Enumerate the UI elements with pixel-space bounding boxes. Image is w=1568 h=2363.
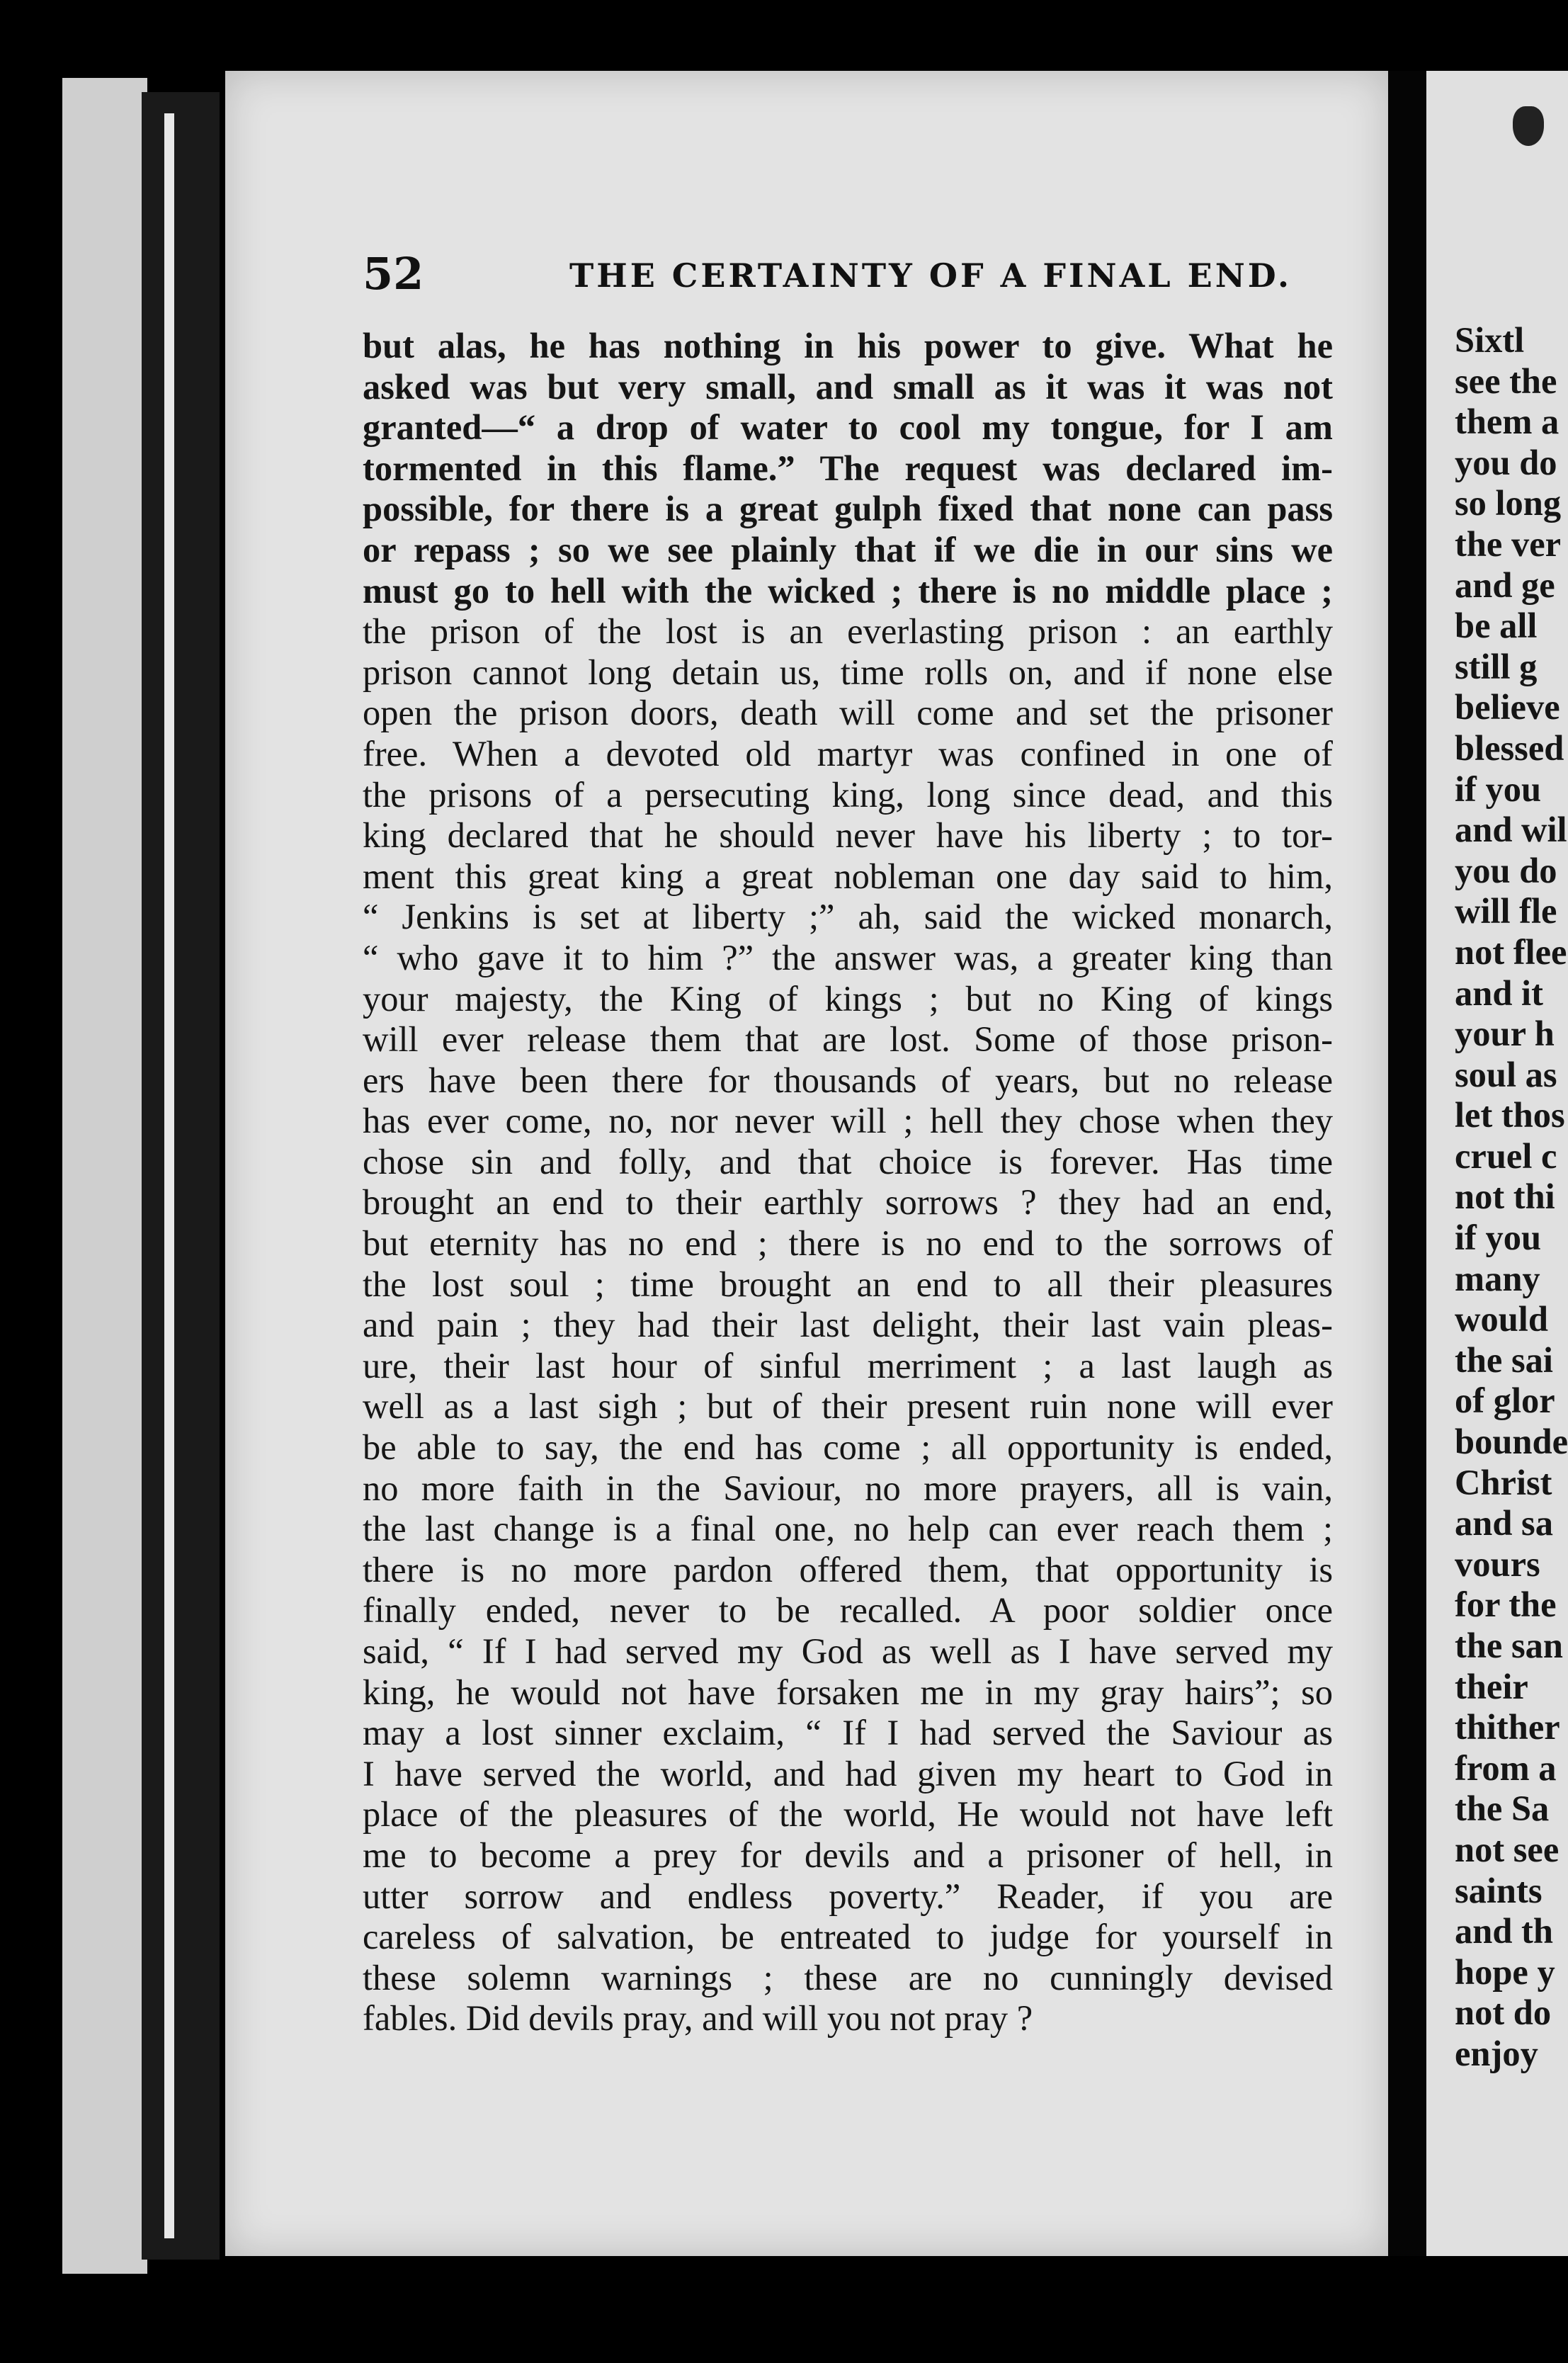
text-line: ment this great king a great nobleman one day said to him, — [363, 856, 1333, 896]
text-line: king declared that he should never have his liberty ; to tor- — [363, 815, 1333, 856]
facing-text-line: be all — [1455, 606, 1538, 646]
text-line: your majesty, the King of kings ; but no King of kings — [363, 978, 1333, 1019]
binding-edge — [62, 78, 147, 2274]
text-line: must go to hell with the wicked ; there is no middle place ; — [363, 570, 1333, 611]
facing-page — [1426, 71, 1568, 2256]
text-line: granted—“ a drop of water to cool my tongue, for I am — [363, 407, 1333, 448]
page-separator — [1388, 71, 1426, 2256]
text-line: or repass ; so we see plainly that if we die in our sins we — [363, 529, 1333, 570]
facing-text-line: will fle — [1455, 891, 1557, 931]
facing-text-line: if you — [1455, 1218, 1542, 1258]
page-number: 52 — [363, 248, 424, 300]
facing-text-line: you do — [1455, 850, 1557, 890]
text-line: prison cannot long detain us, time rolls on, and if none else — [363, 652, 1333, 692]
text-line: free. When a devoted old martyr was confined in one of — [363, 733, 1333, 774]
facing-text-line: still g — [1455, 646, 1538, 686]
facing-text-line: believe — [1455, 687, 1560, 727]
text-line: asked was but very small, and small as it was it was not — [363, 366, 1333, 407]
text-line: finally ended, never to be recalled. A poor soldier once — [363, 1590, 1333, 1631]
text-line: “ who gave it to him ?” the answer was, a greater king than — [363, 937, 1333, 978]
facing-text-line: not see — [1455, 1829, 1560, 1869]
facing-text-line: Christ — [1455, 1462, 1552, 1502]
book-page — [225, 71, 1388, 2256]
facing-text-line: and ge — [1455, 565, 1555, 605]
text-line: said, “ If I had served my God as well as I have served my — [363, 1631, 1333, 1671]
text-line: has ever come, no, nor never will ; hell they chose when they — [363, 1101, 1333, 1141]
facing-text-line: soul as — [1455, 1054, 1557, 1094]
facing-text-line: vours — [1455, 1543, 1540, 1584]
facing-text-line: blessed — [1455, 727, 1564, 768]
facing-text-line: you do — [1455, 442, 1557, 482]
facing-text-line: their — [1455, 1666, 1528, 1706]
text-line: ers have been there for thousands of years, but no release — [363, 1060, 1333, 1100]
facing-text-line: bounde — [1455, 1422, 1568, 1462]
text-line: but eternity has no end ; there is no end to the sorrows of — [363, 1223, 1333, 1264]
facing-text-line: if you — [1455, 769, 1542, 809]
facing-text-line: many — [1455, 1258, 1540, 1298]
facing-text-line: the Sa — [1455, 1789, 1550, 1829]
text-line: the last change is a final one, no help can ever reach them ; — [363, 1509, 1333, 1549]
text-line: may a lost sinner exclaim, “ If I had served the Saviour as — [363, 1713, 1333, 1753]
text-line: the lost soul ; time brought an end to all their pleasures — [363, 1264, 1333, 1304]
text-line: tormented in this flame.” The request was declared im- — [363, 448, 1333, 488]
facing-text-line: the san — [1455, 1626, 1563, 1665]
text-line: brought an end to their earthly sorrows ? they had an end, — [363, 1182, 1333, 1223]
text-line: fables. Did devils pray, and will you not pray ? — [363, 1998, 1033, 2039]
ornament-mark — [1513, 106, 1544, 146]
facing-text-line: and sa — [1455, 1503, 1553, 1543]
text-line: but alas, he has nothing in his power to give. What he — [363, 326, 1333, 366]
facing-text-line: hope y — [1455, 1951, 1555, 1992]
facing-text-line: thither — [1455, 1707, 1560, 1747]
text-line: “ Jenkins is set at liberty ;” ah, said the wicked monarch, — [363, 897, 1333, 937]
facing-page-text — [1455, 320, 1568, 2075]
text-line: open the prison doors, death will come and set the prisoner — [363, 693, 1333, 733]
facing-text-line: so long — [1455, 483, 1562, 523]
text-line: possible, for there is a great gulph fixed that none can pass — [363, 489, 1333, 529]
text-line: ure, their last hour of sinful merriment ; a last laugh as — [363, 1345, 1333, 1386]
facing-text-line: and it — [1455, 973, 1543, 1013]
text-line: place of the pleasures of the world, He would not have left — [363, 1794, 1333, 1835]
facing-text-line: the sai — [1455, 1339, 1553, 1380]
text-line: the prison of the lost is an everlasting prison : an earthly — [363, 611, 1333, 652]
text-line: chose sin and folly, and that choice is forever. Has time — [363, 1141, 1333, 1182]
text-line: and pain ; they had their last delight, their last vain pleas- — [363, 1305, 1333, 1345]
text-line: well as a last sigh ; but of their present ruin none will ever — [363, 1386, 1333, 1427]
facing-text-line: your h — [1455, 1014, 1555, 1054]
text-line: will ever release them that are lost. Some of those prison- — [363, 1019, 1333, 1060]
facing-text-line: from a — [1455, 1747, 1557, 1788]
facing-text-line: the ver — [1455, 523, 1562, 564]
facing-text-line: and wil — [1455, 810, 1567, 850]
facing-text-line: see the — [1455, 361, 1557, 401]
facing-text-line: cruel c — [1455, 1135, 1557, 1176]
text-line: these solemn warnings ; these are no cunningly devised — [363, 1957, 1333, 1998]
facing-text-line: not do — [1455, 1993, 1552, 2033]
facing-text-line: them a — [1455, 402, 1560, 442]
facing-text-line: of glor — [1455, 1381, 1555, 1421]
binding-highlight — [164, 113, 174, 2238]
facing-text-line: not thi — [1455, 1177, 1555, 1217]
facing-text-line: not flee — [1455, 931, 1567, 972]
text-line: the prisons of a persecuting king, long since dead, and this — [363, 774, 1333, 815]
facing-text-line: let thos — [1455, 1095, 1565, 1135]
facing-text-line: and th — [1455, 1911, 1553, 1951]
text-line: utter sorrow and endless poverty.” Reader, if you are — [363, 1876, 1333, 1916]
facing-text-line: Sixtl — [1455, 320, 1525, 360]
body-text — [363, 326, 1333, 2039]
text-line: I have served the world, and had given my heart to God in — [363, 1753, 1333, 1794]
binding-shadow — [142, 92, 220, 2260]
text-line: there is no more pardon offered them, that opportunity is — [363, 1549, 1333, 1590]
running-title: THE CERTAINTY OF A FINAL END. — [569, 256, 1293, 295]
facing-text-line: would — [1455, 1299, 1548, 1339]
facing-text-line: saints — [1455, 1870, 1543, 1910]
page-content — [225, 71, 1388, 2256]
text-line: me to become a prey for devils and a prisoner of hell, in — [363, 1835, 1333, 1875]
facing-text-line: enjoy — [1455, 2033, 1538, 2073]
text-line: be able to say, the end has come ; all opportunity is ended, — [363, 1427, 1333, 1468]
text-line: no more faith in the Saviour, no more prayers, all is vain, — [363, 1468, 1333, 1508]
text-line: careless of salvation, be entreated to judge for yourself in — [363, 1917, 1333, 1957]
text-line: king, he would not have forsaken me in my gray hairs”; so — [363, 1672, 1333, 1712]
facing-text-line: for the — [1455, 1585, 1557, 1625]
